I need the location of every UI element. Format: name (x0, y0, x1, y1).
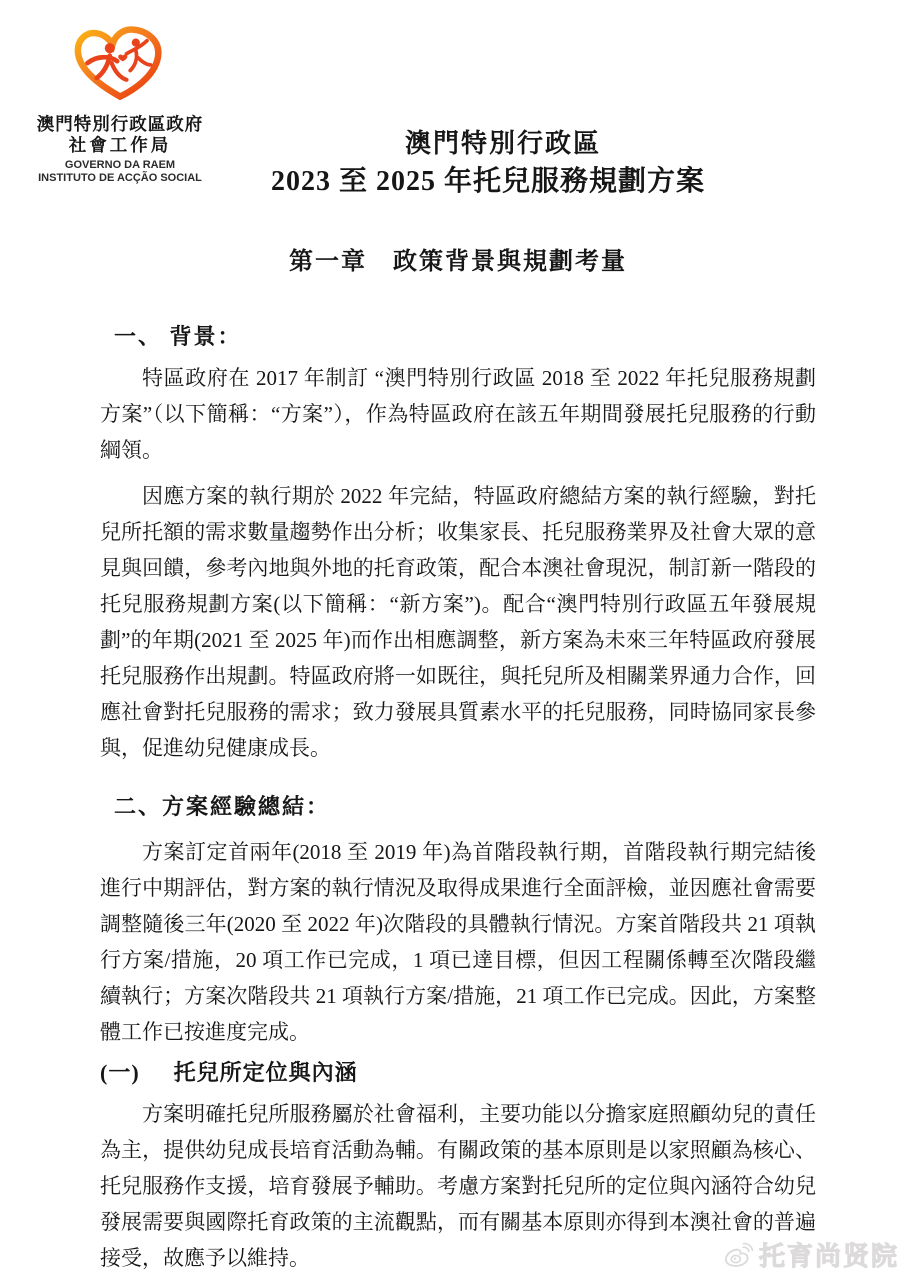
document-title-line1: 澳門特別行政區 (404, 129, 601, 158)
section-heading-background: 一、 背景： (114, 324, 242, 349)
paragraph-background-2: 因應方案的執行期於 2022 年完結，特區政府總結方案的執行經驗，對托兒所托額的需求數量趨勢作出分析；收集家長、托兒服務業界及社會大眾的意見與回饋，參考內地與外地的托育政策，配合本澳社會現況，制訂新一階段的托兒服務規劃方案(以下簡稱：“新方案”)。配合“澳門特別行政區五年發展規劃”的年期(2021 至 2025 年)而作出相應調整，新方案為未來三年特區政府發展托兒服務作出規劃。特區政府將一如既往，與托兒所及相關業界通力合作，回應社會對托兒服務的需求；致力發展具質素水平的托兒服務，同時協同家長參與，促進幼兒健康成長。 (100, 484, 816, 760)
section-heading-experience-summary: 二、方案經驗總結： (114, 794, 331, 819)
org-name-portuguese-line1: GOVERNO DA RAEM (64, 159, 176, 171)
weibo-icon (724, 1242, 754, 1268)
ias-logo-block (28, 24, 212, 185)
subsection-number: (一) (100, 1060, 140, 1085)
paragraph-background-1: 特區政府在 2017 年制訂 “澳門特別行政區 2018 至 2022 年托兒服務規劃方案”（以下簡稱：“方案”），作為特區政府在該五年期間發展托兒服務的行動綱領。 (100, 366, 816, 462)
org-name-chinese-line2: 社會工作局 (68, 135, 172, 155)
document-title-line2: 2023 至 2025 年托兒服務規劃方案 (270, 166, 705, 197)
chapter-heading: 第一章 政策背景與規劃考量 (289, 249, 627, 275)
org-name-chinese-line1: 澳門特別行政區政府 (36, 114, 204, 134)
paragraph-positioning-1: 方案明確托兒所服務屬於社會福利，主要功能以分擔家庭照顧幼兒的責任為主，提供幼兒成長培育活動為輔。有關政策的基本原則是以家照顧為核心、托兒服務作支援，培育發展予輔助。考慮方案對托兒所的定位與內涵符合幼兒發展需要與國際托育政策的主流觀點，而有關基本原則亦得到本澳社會的普遍接受，故應予以維持。 (100, 1102, 816, 1270)
subsection-heading-positioning (100, 1058, 816, 1088)
watermark-text: 托育尚贤院 (758, 1241, 899, 1271)
subsection-title: 托兒所定位與內涵 (173, 1060, 358, 1085)
watermark (724, 1236, 899, 1273)
org-name-portuguese-line2: INSTITUTO DE ACÇÃO SOCIAL (38, 172, 202, 184)
paragraph-experience-1: 方案訂定首兩年(2018 至 2019 年)為首階段執行期，首階段執行期完結後進行中期評估，對方案的執行情況及取得成果進行全面評檢，並因應社會需要調整隨後三年(2020 至 2022 年)次階段的具體執行情況。方案首階段共 21 項執行方案/措施，20 項工作已完成，1 項已達目標，但因工程關係轉至次階段繼續執行；方案次階段共 21 項執行方案/措施，21 項工作已完成。因此，方案整體工作已按進度完成。 (100, 840, 816, 1044)
heart-with-figures-icon (68, 24, 172, 104)
